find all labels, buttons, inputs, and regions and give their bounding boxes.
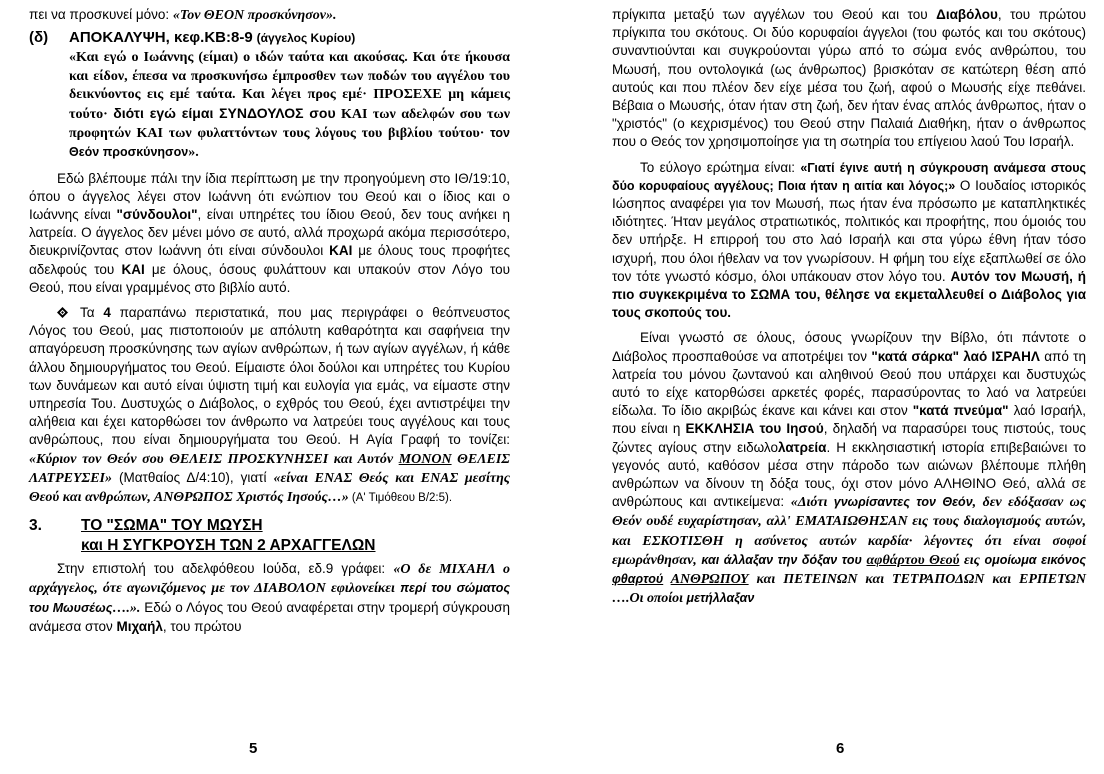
scripture-quote: «Ο δε ΜΙΧΑΗΛ ο αρχάγγελος, ότε αγωνιζόμενος με τον ΔΙΑΒΟΛΟΝ εφιλονείκει	[29, 562, 510, 597]
body-text: Εδώ βλέπουμε πάλι την ίδια περίπτωση με την προηγούμενη στο ΙΘ/19:10, όπου ο άγγελος λέγει στον Ιωάννη ότι ενώπιον του Θεού και ο ίδιος και ο Ιωάννης είναι	[29, 170, 510, 223]
right-column	[612, 6, 1086, 609]
scripture-quote: «είναι ΕΝΑΣ Θεός και ΕΝΑΣ μεσίτης Θεού και ανθρώπων, ΑΝΘΡΩΠΟΣ Χριστός Ιησούς…»	[29, 470, 510, 506]
paragraph	[29, 560, 510, 636]
paragraph	[612, 6, 1086, 152]
body-text: Το εύλογο ερώτημα είναι:	[640, 159, 801, 175]
reference-text: (Α' Τιμόθεου Β/2:5).	[348, 492, 453, 505]
body-text: Στην επιστολή του αδελφόθεου Ιούδα, εδ.9 γράφει:	[57, 561, 394, 577]
scripture-quote: και ΠΕΤΕΙΝΩΝ και ΤΕΤΡΑΠΟΔΩΝ και ΕΡΠΕΤΩΝ ….Οι οποίοι	[612, 572, 1086, 607]
body-text: πρίγκιπα μεταξύ των αγγέλων του Θεού και του	[612, 7, 937, 22]
scripture-quote-underlined: ΜΟΝΟΝ	[398, 451, 452, 467]
bold-question: «Γιατί έγινε αυτή η σύγκρουση ανάμεσα στους δύο κορυφαίους αγγέλους; Ποια ήταν η αιτία και λόγος;»	[612, 160, 1086, 193]
right-page	[552, 0, 1104, 774]
body-text: . Η εκκλησιαστική ιστορία επιβεβαιώνει το γεγονός αυτό, καθόσον μέσα στην πάροδο των αιώνων βλέπουμε πλήθη ανθρώπων να δίνουν τη δόξα τους, όχι στον μόνο ΑΛΗΘΙΝΟ Θεό, αλλά σε ανθρώπους και αντικείμενα:	[612, 439, 1086, 510]
scripture-quote	[663, 572, 670, 587]
scripture-quote-highlight: και άλλαξαν την δόξαν του	[701, 552, 867, 567]
section-number: 3.	[29, 517, 42, 535]
body-text: με όλους τους προφήτες αδελφούς του	[29, 243, 510, 277]
scripture-quote: «Τον ΘΕΟΝ προσκύνησον».	[172, 8, 337, 23]
body-text: (Ματθαίος Δ/4:10), γιατί	[111, 469, 274, 485]
bold-text: ΚΑΙ	[121, 261, 145, 277]
page-number: 5	[249, 740, 258, 757]
scripture-quote-highlight: μετήλλαξαν	[686, 591, 755, 606]
quote-highlight: τον Θεόν προσκύνησον	[69, 126, 510, 160]
scripture-block-quote	[69, 49, 510, 162]
quote-text: «Και εγώ ο Ιωάννης (είμαι) ο ιδών ταύτα και ακούσας. Και ότε ήκουσα και είδον,	[69, 50, 510, 84]
scripture-quote: , δεν εδόξασαν ως Θεόν ουδέ ευχαρίστησαν, αλλ' ΕΜΑΤΑΙΩΘΗΣΑΝ εις τους διαλογισμούς αυτών, και ΕΣΚΟΤΙΣΘΗ η ασύνετος αυτών καρδία· λέγοντες ότι είναι σοφοί εμωράνθησαν,	[612, 495, 1086, 568]
body-text: πει να προσκυνεί μόνο:	[29, 7, 173, 22]
bold-text: Διαβόλου	[936, 7, 998, 22]
section-title-line1: ΤΟ "ΣΩΜΑ" ΤΟΥ ΜΩΥΣΗ	[81, 517, 263, 535]
body-text: , δηλαδή να παρασύρει τους πιστούς, τους ζώντες αγίους στην ειδωλο	[612, 421, 1086, 455]
scripture-quote-underlined: φθαρτού	[612, 572, 664, 587]
scripture-quote-underlined: ΑΝΘΡΩΠΟΥ	[670, 572, 749, 588]
section-title-line2: και Η ΣΥΓΚΡΟΥΣΗ ΤΩΝ 2 ΑΡΧΑΓΓΕΛΩΝ	[81, 537, 376, 555]
body-text: , του πρώτου πρίγκιπα του σκότους. Οι δύο κορυφαίοι άγγελοι (του φωτός και του σκότους) συναντιούνται και συγκρούονται γύρω από το σώμα ενός ανθρώπου, του Μωυσή, που οντολογικά (ως άνθρωπος) βρισκόταν σε κατώτερη θέση από αυτούς και που πλέον δεν είχε μέσα του ζωή, αφού ο Μωυσής είχε πεθάνει. Βέβαια ο Μωυσής, όταν ήταν στη ζωή, δεν ήταν ένας απλός άνθρωπος, ήταν ο "χριστός" (ο κεχρισμένος) του Θεού στην Παλαιά Διαθήκη, ήταν ο άνθρωπος που ο Θεός τον χρησιμοποίησε για τη σωτηρία του επίγειου λαού Του Ισραήλ.	[612, 7, 1086, 150]
subsection-subtitle: (άγγελος Κυρίου)	[256, 31, 356, 46]
body-text: λαό Ισραήλ, που είναι η	[612, 403, 1086, 437]
quote-highlight: διότι εγώ είμαι ΣΥΝΔΟΥΛΟΣ σου	[113, 105, 336, 122]
body-text: Εδώ ο Λόγος του Θεού αναφέρεται στην τρομερή σύγκρουση ανάμεσα στον	[29, 599, 511, 634]
paragraph	[29, 304, 510, 507]
subsection-heading	[29, 29, 510, 47]
quote-highlight: έπεσα να προσκυνήσω έμπροσθεν των ποδών του αγγέλου	[132, 68, 485, 84]
paragraph	[29, 170, 510, 297]
scripture-quote: ….».	[112, 600, 141, 616]
bold-text: 4	[103, 305, 111, 321]
quote-text: ΚΑΙ των αδελφών σου των προφητών ΚΑΙ των φυλαττόντων τους λόγους του βιβλίου τούτου·	[69, 107, 510, 142]
continued-line	[29, 6, 510, 25]
bold-text: "κατά πνεύμα"	[912, 403, 1009, 419]
body-text: Ο Ιουδαίος ιστορικός Ιώσηπος αναφέρει για τον Μωυσή, πως ήταν ένα πρόσωπο με καταπληκτικές ιδιότητες. Ήταν μεγάλος στρατιωτικός, πολιτικός και προφήτης, που όμοιός του δεν υπήρξε. Η επιρροή του στο λαό Ισραήλ και στα γύρω έθνη ήταν τόσο ισχυρή, που όλοι ήθελαν να τον γνωρίσουν. Η φήμη του είχε εξαπλωθεί σε όλο τον τότε γνωστό κόσμο, όλοι υπάκουαν στον λόγο του.	[612, 177, 1086, 284]
section-heading	[29, 516, 510, 556]
page-number: 6	[836, 740, 845, 757]
bold-text: "κατά σάρκα" λαό ΙΣΡΑΗΛ	[871, 348, 1040, 364]
scripture-quote: «Διότι	[790, 495, 834, 511]
bold-text: λατρεία	[777, 439, 827, 455]
subsection-label: (δ)	[29, 29, 49, 47]
scripture-quote-underlined: αφθάρτου Θεού	[866, 552, 960, 568]
left-column	[29, 6, 510, 636]
body-text: , είναι υπηρέτες του ίδιου Θεού, δεν τους ανήκει η λατρεία. Ο άγγελος δεν μένει μόνο σε αυτό, αλλά προχωρά ακόμα περισσότερο, διευκρινίζοντας στον Ιωάννη ότι είναι σύνδουλοι	[29, 207, 510, 259]
scripture-quote-highlight: περί του σώματος του Μωυσέως	[29, 581, 511, 615]
body-text: Είναι γνωστό σε όλους, όσους γνωρίζουν την Βίβλο, ότι πάντοτε ο Διάβολος προσπαθούσε να αποτρέψει τον	[612, 330, 1086, 364]
subsection-title: ΑΠΟΚΑΛΥΨΗ, κεφ.ΚΒ:8-9	[69, 29, 253, 47]
body-text: , του πρώτου	[162, 618, 242, 634]
body-text: Τα	[80, 305, 104, 321]
scripture-quote-highlight: ομοίωμα εικόνος	[984, 552, 1087, 567]
body-text: με όλους, όσους φυλάττουν και υπακούν στον Λόγο του Θεού, που είναι γραμμένος στο βιβλίο αυτό.	[29, 261, 510, 295]
bold-text: "σύνδουλοι"	[116, 207, 198, 223]
scripture-quote: εις	[959, 552, 985, 568]
body-text: από τη λατρεία του μόνου ζωντανού και αληθινού Θεού που υπάρχει και δυστυχώς αυτό το είχε κατορθώσει αρκετές φορές, παρασύροντας το λαό να λατρεύει είδωλα. Το ίδιο ακριβώς έκανε και κάνει και στον	[612, 348, 1086, 419]
body-text: παραπάνω περιστατικά, που μας περιγράφει ο θεόπνευστος Λόγος του Θεού, μας πιστοποιούν με απόλυτη καθαρότητα και σαφήνεια την απαγόρευση προσκύνησης των αγίων ανθρώπων, ή των αγίων αγγέλων, ή κάθε άλλου δημιουργήματος του Θεού. Είμαιστε όλοι δούλοι και υπηρέτες του Κυρίου των δυνάμεων και αυτό είναι ύψιστη τιμή και ευλογία για εμάς, να είμαστε στην υπηρεσία Του. Δυστυχώς ο Διάβολος, ο εχθρός του Θεού, έχει αντιστρέψει την αλήθεια και έχει κατορθώσει τον άνθρωπο να λατρεύει τους αγγέλους και τους ανθρώπους, που είναι δημιουργήματα του Θεού. Η Αγία Γραφή το τονίζει:	[29, 305, 510, 448]
paragraph	[612, 159, 1086, 323]
scripture-quote: «Κύριον τον Θεόν σου ΘΕΛΕΙΣ ΠΡΟΣΚΥΝΗΣΕΙ και Αυτόν	[29, 451, 399, 467]
paragraph	[612, 329, 1086, 608]
bold-text: Αυτόν τον Μωυσή, ή πιο συγκεκριμένα το ΣΩΜΑ του, θέλησε να εκμεταλλευθεί ο Διάβολος για τους σκοπούς του.	[612, 268, 1086, 321]
scripture-quote: ΘΕΛΕΙΣ ΛΑΤΡΕΥΣΕΙ»	[29, 451, 510, 486]
quote-text: του δεικνύοντος εις εμέ ταύτα. Και λέγει προς εμέ· ΠΡΟΣΕΧΕ μη κάμεις τούτο·	[69, 68, 510, 123]
quote-text: ».	[188, 145, 199, 161]
bold-text: ΕΚΚΛΗΣΙΑ του Ιησού	[685, 421, 824, 437]
bold-text: ΚΑΙ	[329, 243, 353, 259]
diamond-bullet-icon	[57, 307, 68, 318]
scripture-quote-highlight: γνωρίσαντες τον Θεόν	[833, 495, 973, 510]
bold-text: Μιχαήλ	[116, 618, 163, 634]
